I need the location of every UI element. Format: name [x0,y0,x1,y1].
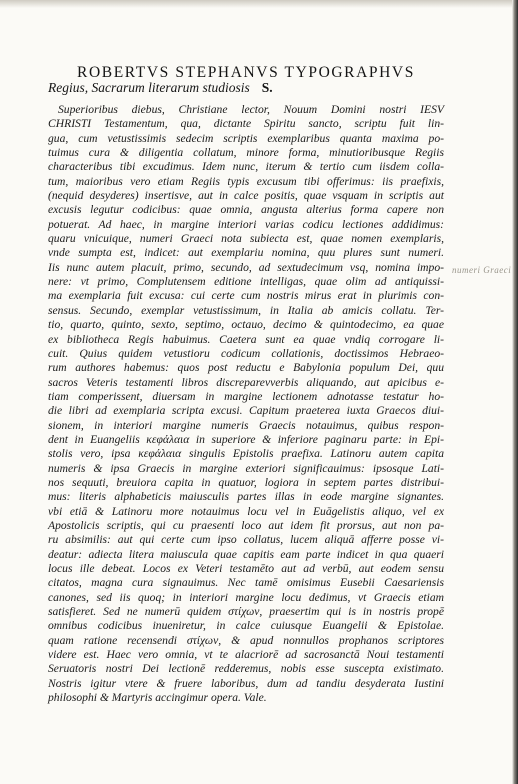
text-line: sacros Veteris testamenti libros discreparevverbis aliquando, aut apicibus e- [48,375,444,389]
text-line: sensus. Secundo, exemplar vetustissimum, in Italia ab amicis collatu. Ter- [48,303,444,317]
text-line: quaru vnicuique, numeri Graeci nota subiecta est, quae nomen exemplaris, [48,232,444,246]
text-line: stolis vero, ipsa κεφάλαια singulis Epistolis praefixa. Latinoru autem capita [48,447,444,461]
text-line: Seruatoris nostri Dei lectionē redderemus, nobis esse suscepta existimato. [48,662,444,676]
text-line: vnde sumpta est, indicet: aut exemplariu nomina, quu plures sunt numeri. [48,246,444,260]
text-line: die libri ad exemplaria scripta excusi. Capitum praeterea iuxta Graecos diui- [48,404,444,418]
text-line: quam ratione recensendi στίχων, & apud nonnullos prophanos scriptores [48,633,444,647]
text-line: omnibus codicibus inueniretur, in calce cuiusque Euangelii & Epistolae. [48,619,444,633]
text-line: nos sequuti, breuiora capita in quatuor, logiora in septem partes distribui- [48,475,444,489]
preface-body [48,103,444,705]
salutation-mark: S. [261,80,273,95]
text-line: satisfieret. Sed ne numerū quidem στίχων, praesertim qui is in nostris propē [48,605,444,619]
text-line: ru absimilis: aut qui certe cum ipso collatus, lucem aliquā afferre posse vi- [48,533,444,547]
text-line: Superioribus diebus, Christiane lector, Nouum Domini nostri IESV [58,103,444,116]
page-top-edge [0,0,518,8]
text-line: locus ille debeat. Locos ex Veteri testamēto aut ad verbū, aut eodem sensu [48,562,444,575]
text-line: Apostolicis scriptis, qui cu praesenti loco aut idem fit prorsus, aut non pa- [48,518,444,532]
text-line: philosophi & Martyris accingimur opera. Vale. [48,691,267,705]
text-line: CHRISTI Testamentum, qua, dictante Spiritu sancto, scriptu fuit lin- [48,117,444,131]
text-line: deatur: adiecta litera maiuscula quae capitis eam parte indicet in qua quaeri [48,547,444,561]
text-line: tio, quarto, quinto, sexto, septimo, octauo, decimo & quintodecimo, ea quae [48,318,444,332]
text-line: rum authores habemus: quos post reductu e Babylonia populum Dei, quu [48,361,444,375]
text-line: vbi etiā & Latinoru more notauimus locu vel in Euāgelistis aliquo, vel ex [48,504,444,518]
text-line: tuimus cura & diligentia collatum, minore forma, minutioribusque Regiis [48,146,444,160]
preface-subheading [48,80,348,96]
subheading-text: Regius, Sacrarum literarum studiosis [48,80,250,95]
preface-heading: ROBERTVS STEPHANVS TYPOGRAPHVS [77,64,415,81]
text-line: excusis legutur codicibus: quae omnia, angusta alterius forma capere non [48,203,444,217]
text-line: canones, sed iis quoq; in interiori margine locu dedimus, vt Graecis etiam [48,590,444,604]
text-line: Iis nunc autem placuit, primo, secundo, ad sextudecimum vsq, nomina impo- [48,260,444,274]
text-line: cuit. Quius quidem vetustioru codicum collationis, doctissimos Hebraeo- [48,346,444,360]
text-line: mus: literis alphabeticis maiusculis partes illas in eode margine signantes. [48,490,444,504]
text-line: videre est. Haec vero omnia, vt te alacriorē ad sacrosanctā Noui testamenti [48,648,444,662]
text-line: Nostris igitur vtere & fruere laboribus, dum ad tandiu desyderata Iustini [48,676,444,690]
margin-annotation: numeri Graeci [452,265,512,275]
text-line: gua, cum vetustissimis sedecim scriptis exemplaribus quanta maxima po- [48,131,444,145]
text-line: potuerat. Ad haec, in margine interiori varias codicu lectiones addidimus: [48,217,444,231]
text-line: citatos, magna cura signauimus. Nec tamē omisimus Eusebii Caesariensis [48,576,444,590]
text-line: dent in Euangeliis κεφάλαια in superiore & inferiore paginaru parte: in Epi- [48,432,444,446]
text-line: nere: vt primo, Complutensem editione intelligas, quae olim ad antiquissi- [48,275,444,289]
text-line: ma exemplaria fuit excusa: cui certe cum nostris mirus erat in plurimis con- [48,289,444,303]
text-line: tum, maioribus vero etiam Regiis typis excusum tibi offerimus: iis praefixis, [48,174,444,188]
text-line: tiam comperissent, diuersam in margine lectionem adnotasse testatur ho- [48,389,444,403]
text-line: ex bibliotheca Regis habuimus. Caetera sunt ea quae vndiq corrogare li- [48,332,444,346]
text-line: characteribus tibi excudimus. Idem nunc, iterum & tertio cum iisdem colla- [48,160,444,174]
page-binding-edge [512,0,518,784]
text-line: sionem, in interiori margine numeris Graecis notauimus, quibus respon- [48,418,444,432]
text-line: (nequid desyderes) insertisve, aut in calce positis, quae vsquam in scriptis aut [48,189,444,203]
text-line: numeris & ipsa Graecis in margine exteriori significauimus: ipsosque Lati- [48,461,444,475]
